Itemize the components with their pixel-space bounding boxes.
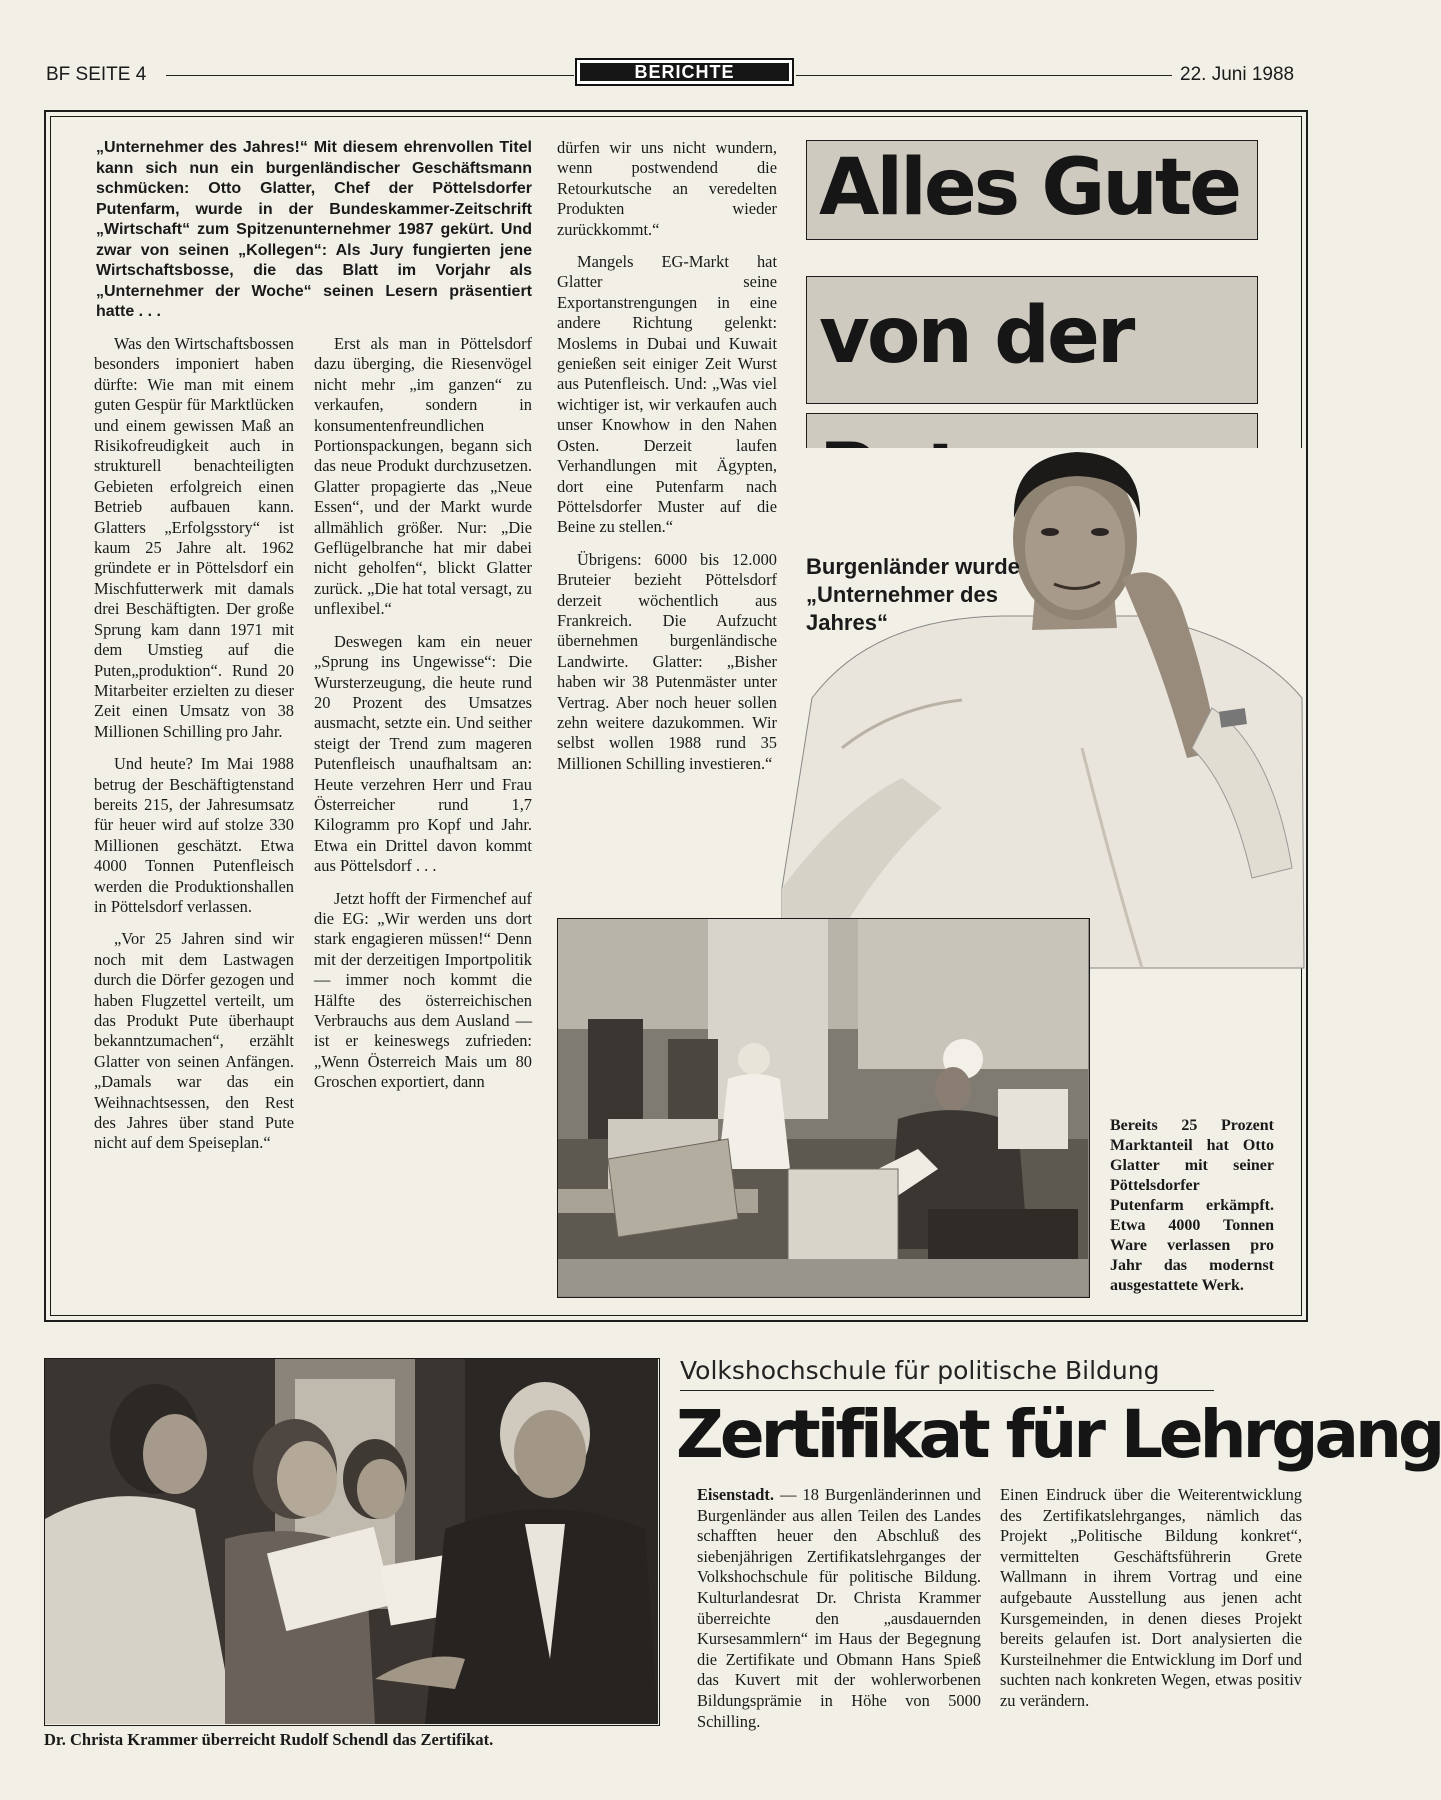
issue-date: 22. Juni 1988 [1180, 64, 1295, 85]
headline-box-1 [806, 140, 1258, 240]
paragraph: dürfen wir uns nicht wundern, wenn postwendend die Retourkutsche an veredelten Produkten wieder zurückkommt.“ [557, 138, 777, 239]
article2-headline: Zertifikat für Lehrgang [676, 1396, 1441, 1473]
paragraph: Deswegen kam ein neuer „Sprung ins Ungewisse“: Die Wursterzeugung, die heute rund 20 Prozent des Umsatzes ausmacht, setzte ein. Und seither steigt der Trend zum mageren Putenfleisch unaufhaltsam an: Heute verzehren Herr und Frau Österreicher rund 1,7 Kilogramm pro Kopf und Jahr. Etwa ein Drittel davon kommt aus Pöttelsdorf . . . [314, 631, 532, 876]
paragraph: Mangels EG-Markt hat Glatter seine Exportanstrengungen in eine andere Richtung gelenkt: Moslems in Dubai und Kuwait genießen seit einiger Zeit Wurst aus Putenfleisch. Und: „Was viel wichtiger ist, wir verkaufen auch unser Knowhow in den Nahen Osten. Derzeit laufen Verhandlungen mit Ägypten, dort eine Putenfarm nach Pöttelsdorfer Muster auf die Beine zu stellen.“ [557, 252, 777, 537]
page-label: BF SEITE 4 [46, 64, 147, 85]
paragraph: „Vor 25 Jahren sind wir noch mit dem Lastwagen durch die Dörfer gezogen und haben Flugzettel verteilt, um das Produkt Pute überhaupt bekanntzumachen“, erzählt Glatter von seinen Anfängen. „Damals war das ein Weihnachtsessen, den Rest des Jahres über stand Pute nicht auf dem Speiseplan.“ [94, 929, 294, 1153]
header-rule-right [796, 75, 1172, 76]
dateline: Eisenstadt. [697, 1485, 774, 1504]
header-rule-left [166, 75, 574, 76]
kicker-rule [680, 1390, 1214, 1391]
article-column-1 [94, 334, 294, 1166]
article2-text-1: — 18 Burgenländerinnen und Burgenländer aus allen Teilen des Landes schafften heuer den Abschluß des siebenjährigen Zertifikatslehrganges der Volkshochschule für politische Bildung. Kulturlandesrat Dr. Christa Krammer überreichte den „ausdauernden Kursesammlern“ im Haus der Begegnung die Zertifikate und Obmann Hans Spieß das Kuvert mit der wohlerworbenen Bildungsprämie in Höhe von 5000 Schilling. [697, 1485, 981, 1731]
paragraph: Erst als man in Pöttelsdorf dazu überging, die Riesenvögel nicht mehr „im ganzen“ zu verkaufen, sondern in konsumentenfreundlichen Portionspackungen, begann sich das neue Produkt durchzusetzen. Glatter propagierte das „Neue Essen“, und der Markt wurde allmählich größer. Nur: „Die Geflügelbranche hat mir dabei nicht geholfen“, blickt Glatter zurück. „Die hat total versagt, zu unflexibel.“ [314, 334, 532, 619]
paragraph: Was den Wirtschaftsbossen besonders imponiert haben dürfte: Wie man mit einem guten Gespür für Marktlücken und einem gewissen Maß an Risikofreudigkeit auch in strukturell benachteiligten Gebieten erfolgreich einen Betrieb aufbauen kann. Glatters „Erfolgsstory“ ist kaum 25 Jahre alt. 1962 gründete er in Pöttelsdorf ein Mischfutterwerk mit damals drei Beschäftigten. Der große Sprung kam dann 1971 mit dem Umstieg auf die Puten„produktion“. Rund 20 Mitarbeiter erzielten zu dieser Zeit einen Umsatz von 38 Millionen Schilling pro Jahr. [94, 334, 294, 741]
article2-kicker: Volkshochschule für politische Bildung [680, 1356, 1160, 1385]
paragraph: Und heute? Im Mai 1988 betrug der Beschäftigtenstand bereits 215, der Jahresumsatz für heuer wird auf stolze 330 Millionen geschätzt. Etwa 4000 Tonnen Putenfleisch werden die Produktionshallen in Pöttelsdorf verlassen. [94, 754, 294, 916]
portrait-photo [782, 448, 1304, 968]
ceremony-caption: Dr. Christa Krammer überreicht Rudolf Schendl das Zertifikat. [44, 1730, 494, 1749]
headline-line-1: Alles Gute [819, 143, 1240, 233]
section-label-box [575, 58, 794, 86]
factory-caption: Bereits 25 Prozent Marktanteil hat Otto Glatter mit seiner Pöttelsdorfer Putenfarm erkämpft. Etwa 4000 Tonnen Ware verlassen pro Jahr das modernst ausgestattete Werk. [1110, 1117, 1274, 1294]
factory-image [558, 919, 1088, 1296]
ceremony-photo [44, 1358, 660, 1726]
article2-column-1 [697, 1485, 981, 1732]
article2-column-2: Einen Eindruck über die Weiterentwicklung des Zertifikatslehrganges, nämlich das Projekt „Politische Bildung konkret“, vermittelten Geschäftsführerin Grete Wallmann in ihrem Vortrag und eine aufgebaute Ausstellung aus jenen acht Kursgemeinden, in denen dieses Projekt bereits gelaufen ist. Dort analysierten die Kursteilnehmer die Entwicklung im Dorf und suchten nach konkreten Wegen, etwas positiv zu verändern. [1000, 1485, 1302, 1710]
article-column-2 [314, 334, 532, 1105]
factory-photo [557, 918, 1090, 1298]
portrait-image [782, 448, 1304, 968]
article-column-3 [557, 138, 777, 786]
headline-box-2 [806, 276, 1258, 404]
section-label: BERICHTE [580, 63, 789, 81]
paragraph: Übrigens: 6000 bis 12.000 Bruteier bezieht Pöttelsdorf derzeit wöchentlich aus Frankreich. Die Aufzucht übernehmen burgenländische Landwirte. Glatter: „Bisher haben wir 38 Putenmäster unter Vertrag. Aber noch heuer sollen zehn weitere dazukommen. Wir selbst wollen 1988 rund 35 Millionen Schilling investieren.“ [557, 549, 777, 773]
paragraph: Jetzt hofft der Firmenchef auf die EG: „Wir werden uns dort stark engagieren müssen!“ Denn mit der derzeitigen Importpolitik — immer noch kommt die Hälfte des österreichischen Verbrauchs aus dem Ausland — ist er keineswegs zufrieden: „Wenn Österreich Mais um 80 Groschen exportiert, dann [314, 888, 532, 1092]
headline-line-2: von der [819, 291, 1133, 381]
subheadline: Burgenländer wurde „Unternehmer des Jahres“ [806, 554, 1020, 635]
article-intro: „Unternehmer des Jahres!“ Mit diesem ehrenvollen Titel kann sich nun ein burgenländischer Geschäftsmann schmücken: Otto Glatter, Chef der Pöttelsdorfer Putenfarm, wurde in der Bundeskammer-Zeitschrift „Wirtschaft“ zum Spitzenunternehmer 1987 gekürt. Und zwar von seinen „Kollegen“: Als Jury fungierten jene Wirtschaftsbosse, die das Blatt im Vorjahr als „Unternehmer der Woche“ seinen Lesern präsentiert hatte . . . [96, 139, 532, 320]
ceremony-image [45, 1359, 658, 1724]
